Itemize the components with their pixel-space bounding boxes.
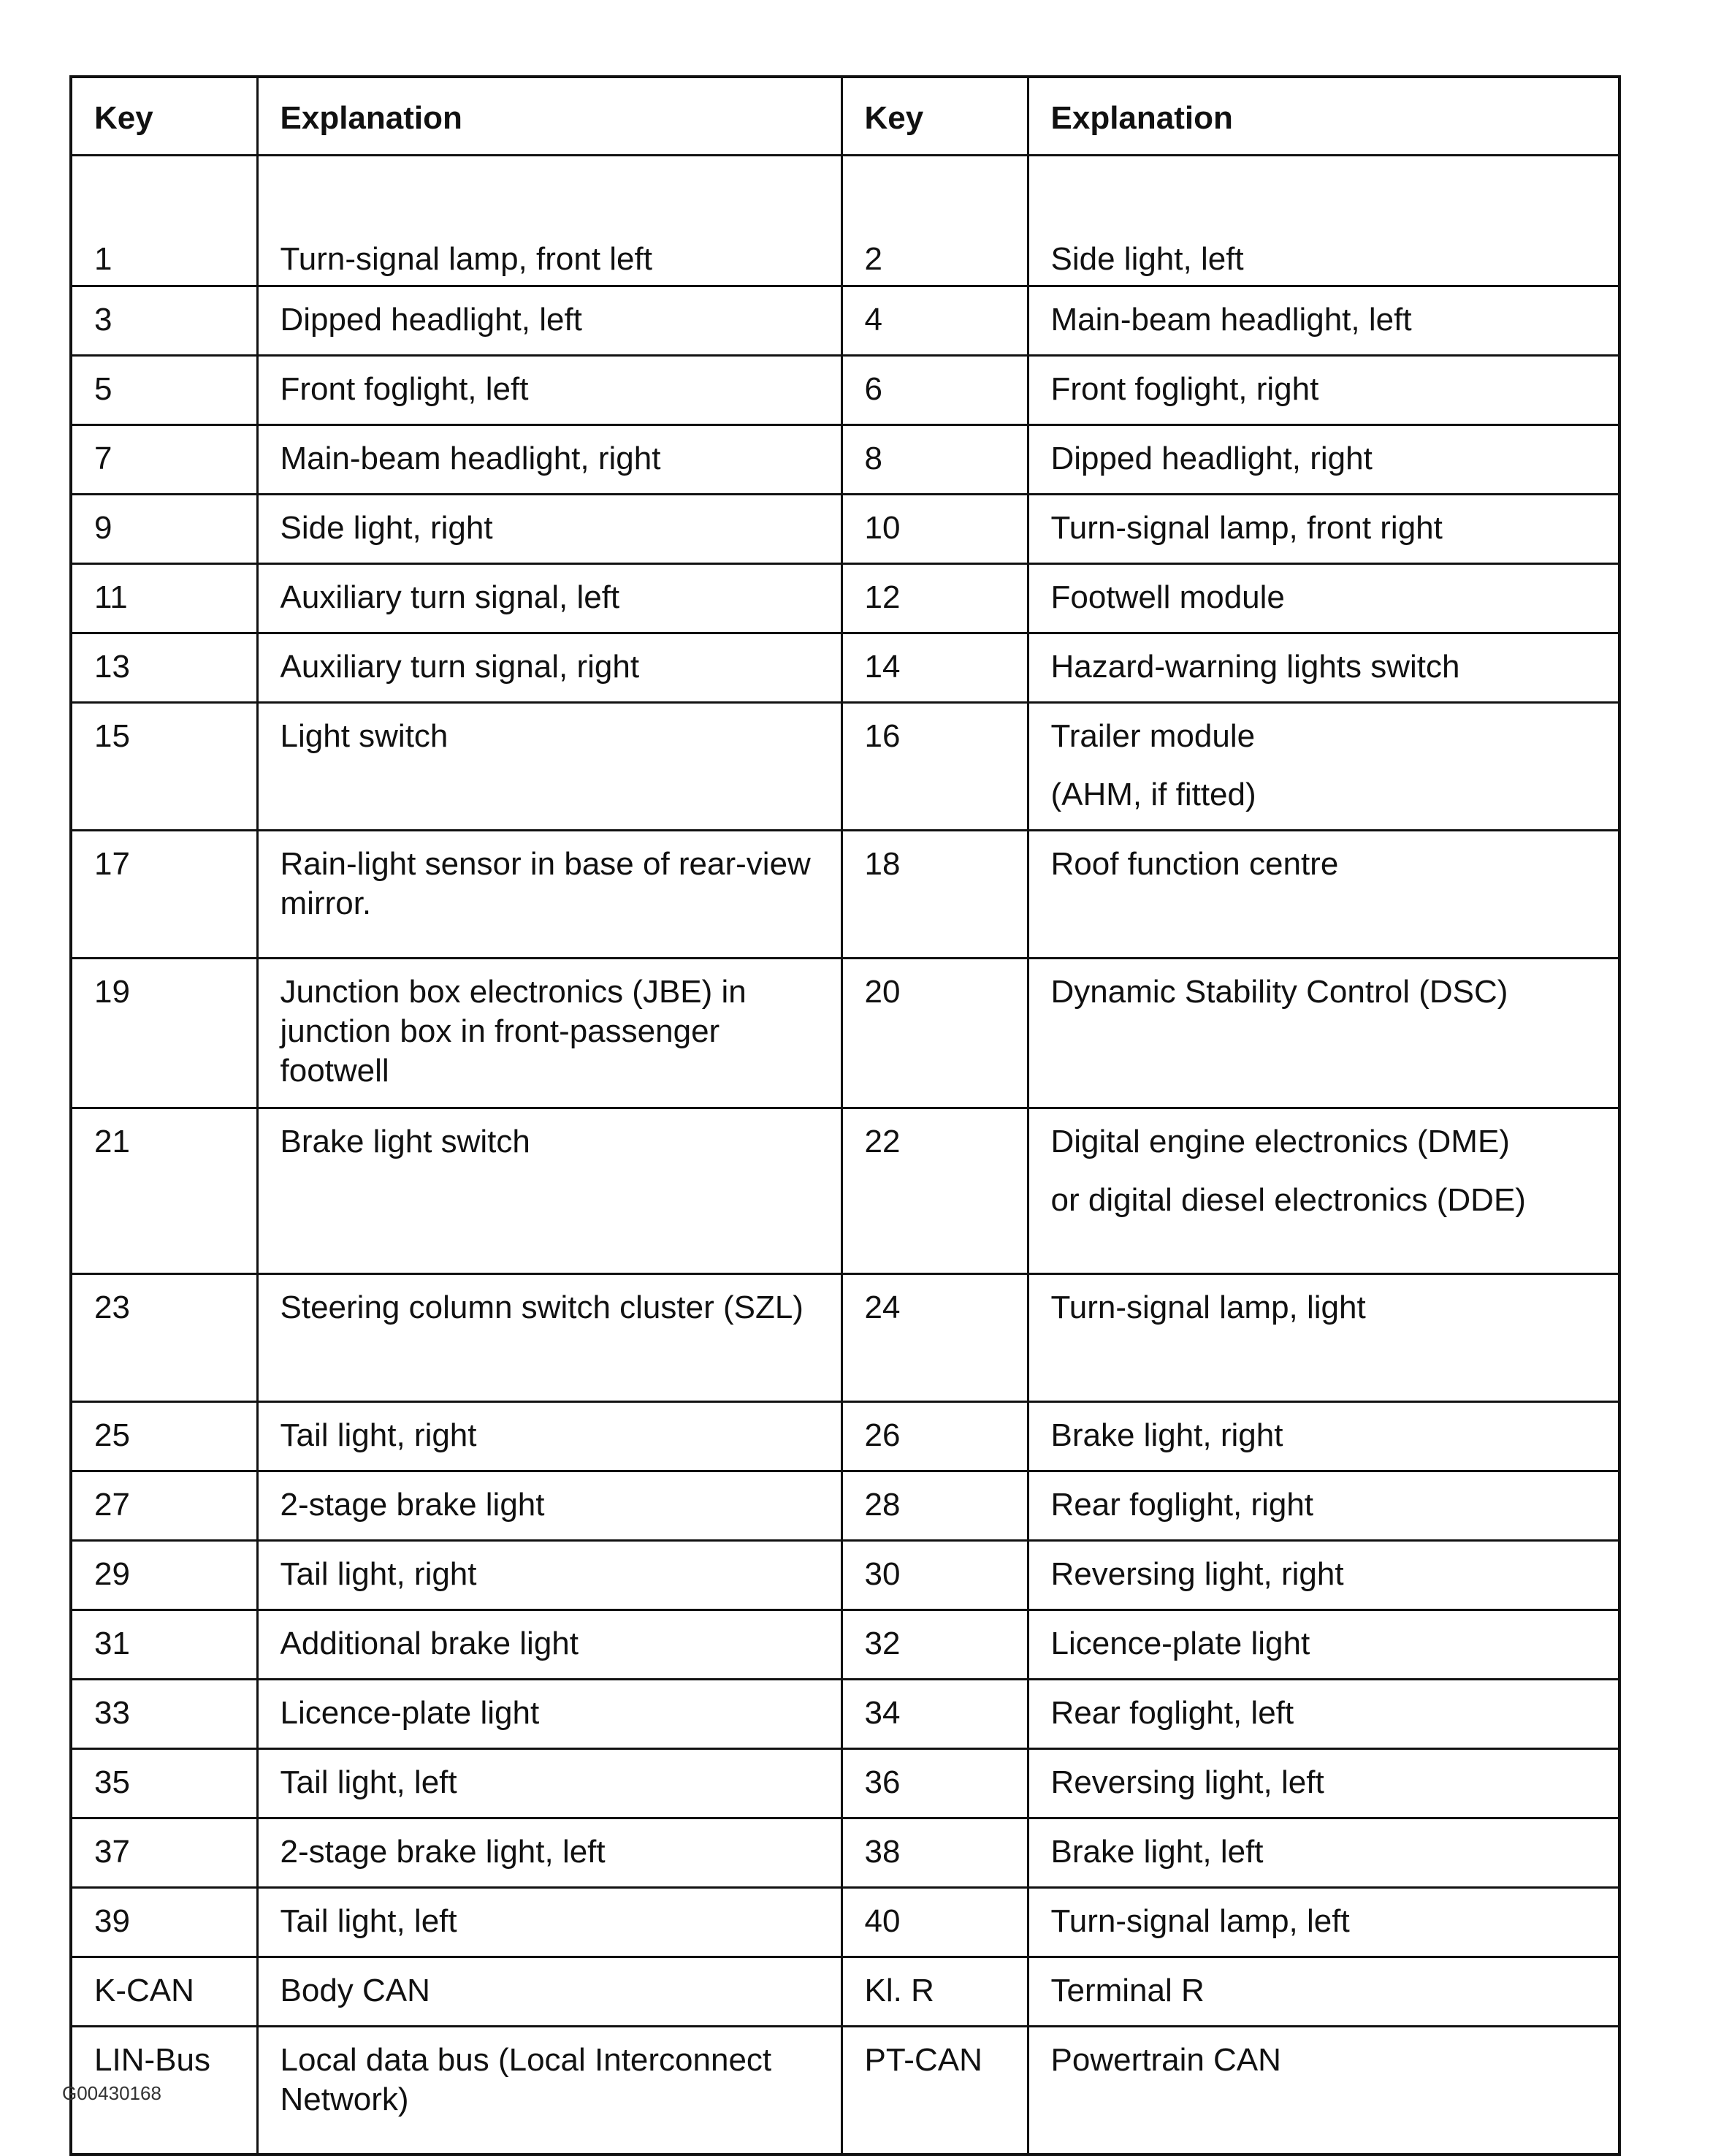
key-cell (71, 1402, 257, 1471)
explanation-cell-text: Tail light, right (280, 1417, 477, 1453)
explanation-cell (257, 425, 841, 495)
explanation-cell-text: Powertrain CAN (1050, 2042, 1281, 2078)
explanation-cell-text: Rain-light sensor in base of rear-view mirror. (280, 846, 811, 921)
header-explanation-left: Explanation (257, 77, 841, 156)
explanation-cell (1028, 1402, 1619, 1471)
explanation-cell (1028, 1957, 1619, 2027)
explanation-cell (257, 1541, 841, 1610)
explanation-cell (1028, 495, 1619, 564)
table-row (71, 1541, 1619, 1610)
explanation-cell (257, 564, 841, 633)
key-cell (841, 1274, 1028, 1402)
explanation-cell-text-line2: (AHM, if fitted) (1050, 777, 1256, 812)
key-cell-text: 30 (864, 1556, 901, 1592)
key-cell (841, 156, 1028, 286)
key-cell (71, 425, 257, 495)
key-cell-text: 12 (864, 579, 901, 615)
explanation-cell (257, 495, 841, 564)
key-cell-text: 1 (94, 241, 112, 277)
key-cell-text: 4 (864, 302, 882, 338)
key-cell-text: 2 (864, 241, 882, 277)
explanation-cell (257, 831, 841, 959)
table-row (71, 286, 1619, 356)
explanation-cell-text: Turn-signal lamp, front right (1050, 510, 1443, 546)
key-cell-text: PT-CAN (864, 2042, 982, 2078)
explanation-cell (257, 156, 841, 286)
key-cell-text: 11 (94, 579, 128, 615)
key-cell (841, 959, 1028, 1108)
explanation-cell-text: Dipped headlight, left (280, 302, 582, 338)
explanation-cell (257, 1818, 841, 1888)
explanation-cell (1028, 1108, 1619, 1274)
key-cell (71, 1541, 257, 1610)
key-cell (841, 356, 1028, 425)
explanation-cell-text: Tail light, left (280, 1764, 457, 1800)
explanation-cell (1028, 703, 1619, 831)
table-row (71, 1888, 1619, 1957)
key-cell (841, 633, 1028, 703)
explanation-cell (257, 959, 841, 1108)
key-cell (71, 156, 257, 286)
explanation-cell-text: Footwell module (1050, 579, 1285, 615)
explanation-cell-text: Front foglight, left (280, 371, 529, 407)
header-key-right: Key (841, 77, 1028, 156)
explanation-cell (257, 1888, 841, 1957)
explanation-cell (1028, 1818, 1619, 1888)
key-cell (71, 831, 257, 959)
key-cell (841, 425, 1028, 495)
explanation-cell-text: Brake light, left (1050, 1834, 1264, 1870)
key-cell-text: 25 (94, 1417, 130, 1453)
explanation-cell (257, 1749, 841, 1818)
key-cell (841, 2027, 1028, 2155)
table-row (71, 564, 1619, 633)
explanation-cell-text: Licence-plate light (1050, 1626, 1310, 1661)
key-cell-text: 3 (94, 302, 112, 338)
table-row (71, 633, 1619, 703)
explanation-cell (1028, 1888, 1619, 1957)
key-cell-text: 40 (864, 1903, 901, 1939)
header-explanation-right: Explanation (1028, 77, 1619, 156)
table-row (71, 495, 1619, 564)
explanation-cell-text: Side light, right (280, 510, 493, 546)
key-cell (71, 1610, 257, 1680)
explanation-cell-text: Licence-plate light (280, 1695, 540, 1731)
key-cell-text: 24 (864, 1290, 901, 1325)
key-cell (841, 1680, 1028, 1749)
key-cell-text: LIN-Bus (94, 2042, 210, 2078)
header-key-left: Key (71, 77, 257, 156)
explanation-cell (257, 1274, 841, 1402)
key-cell (71, 633, 257, 703)
table-row (71, 1471, 1619, 1541)
explanation-cell-text: Main-beam headlight, right (280, 441, 661, 476)
key-cell-text: 22 (864, 1124, 901, 1159)
key-cell-text: Kl. R (864, 1973, 934, 2008)
key-cell (841, 1108, 1028, 1274)
explanation-cell (257, 1957, 841, 2027)
key-cell (71, 286, 257, 356)
table-row (71, 1610, 1619, 1680)
key-cell-text: 36 (864, 1764, 901, 1800)
table-row (71, 1108, 1619, 1274)
legend-body (71, 156, 1619, 2155)
explanation-cell-text: Auxiliary turn signal, right (280, 649, 640, 685)
key-cell-text: 21 (94, 1124, 130, 1159)
explanation-cell (257, 1402, 841, 1471)
explanation-cell (257, 1680, 841, 1749)
explanation-cell (257, 1610, 841, 1680)
key-cell-text: 39 (94, 1903, 130, 1939)
key-cell-text: 19 (94, 974, 130, 1010)
key-cell (841, 831, 1028, 959)
key-cell-text: 26 (864, 1417, 901, 1453)
explanation-cell-text: Brake light switch (280, 1124, 530, 1159)
explanation-cell-text: Roof function centre (1050, 846, 1339, 882)
header-row (71, 77, 1619, 156)
key-cell (71, 1108, 257, 1274)
key-cell-text: 16 (864, 718, 901, 754)
key-cell (841, 564, 1028, 633)
key-cell (71, 1749, 257, 1818)
legend-table (69, 75, 1621, 2156)
table-row (71, 1818, 1619, 1888)
explanation-cell-text: Front foglight, right (1050, 371, 1319, 407)
key-cell (841, 703, 1028, 831)
key-cell (71, 564, 257, 633)
explanation-cell-text: Reversing light, right (1050, 1556, 1344, 1592)
explanation-cell (257, 1471, 841, 1541)
table-row (71, 356, 1619, 425)
table-row (71, 831, 1619, 959)
explanation-cell-text: Main-beam headlight, left (1050, 302, 1412, 338)
key-cell (71, 1888, 257, 1957)
key-cell (841, 495, 1028, 564)
explanation-cell (1028, 633, 1619, 703)
explanation-cell (1028, 1610, 1619, 1680)
key-cell-text: 15 (94, 718, 130, 754)
explanation-cell-text: Turn-signal lamp, left (1050, 1903, 1350, 1939)
key-cell (71, 495, 257, 564)
explanation-cell (257, 356, 841, 425)
explanation-cell-text: Turn-signal lamp, front left (280, 241, 652, 277)
key-cell-text: 34 (864, 1695, 901, 1731)
key-cell (71, 1471, 257, 1541)
explanation-cell-text: Body CAN (280, 1973, 430, 2008)
explanation-cell (1028, 425, 1619, 495)
explanation-cell-text: Auxiliary turn signal, left (280, 579, 620, 615)
key-cell-text: 18 (864, 846, 901, 882)
explanation-cell-text: Local data bus (Local Interconnect Network) (280, 2042, 772, 2117)
explanation-cell (257, 1108, 841, 1274)
explanation-cell-text: Rear foglight, right (1050, 1487, 1314, 1523)
key-cell-text: 38 (864, 1834, 901, 1870)
key-cell (71, 703, 257, 831)
table-row (71, 425, 1619, 495)
key-cell-text: 5 (94, 371, 112, 407)
explanation-cell (257, 286, 841, 356)
table-row (71, 2027, 1619, 2155)
key-cell (841, 1749, 1028, 1818)
key-cell-text: 17 (94, 846, 130, 882)
explanation-cell (257, 703, 841, 831)
key-cell (71, 959, 257, 1108)
explanation-cell-text: Hazard-warning lights switch (1050, 649, 1460, 685)
explanation-cell-text: Additional brake light (280, 1626, 579, 1661)
figure-code: G00430168 (62, 2082, 161, 2104)
explanation-cell (257, 633, 841, 703)
key-cell-text: 27 (94, 1487, 130, 1523)
explanation-cell (1028, 1471, 1619, 1541)
key-cell (841, 1957, 1028, 2027)
explanation-cell-text: 2-stage brake light (280, 1487, 545, 1523)
explanation-cell (1028, 1680, 1619, 1749)
key-cell-text: 8 (864, 441, 882, 476)
explanation-cell-text: Dynamic Stability Control (DSC) (1050, 974, 1508, 1010)
key-cell (71, 356, 257, 425)
explanation-cell-text: Terminal R (1050, 1973, 1205, 2008)
key-cell-text: 7 (94, 441, 112, 476)
explanation-cell-text: Rear foglight, left (1050, 1695, 1294, 1731)
explanation-cell (1028, 831, 1619, 959)
table-row (71, 1274, 1619, 1402)
key-cell-text: 29 (94, 1556, 130, 1592)
explanation-cell (1028, 2027, 1619, 2155)
explanation-cell-text: Side light, left (1050, 241, 1244, 277)
table-row (71, 959, 1619, 1108)
explanation-cell-text: Reversing light, left (1050, 1764, 1324, 1800)
key-cell-text: 20 (864, 974, 901, 1010)
key-cell-text: 14 (864, 649, 901, 685)
key-cell-text: 35 (94, 1764, 130, 1800)
table-row (71, 1957, 1619, 2027)
explanation-cell-text: Turn-signal lamp, light (1050, 1290, 1366, 1325)
key-cell (841, 1471, 1028, 1541)
key-cell-text: 31 (94, 1626, 130, 1661)
table-row (71, 1680, 1619, 1749)
explanation-cell-text: Steering column switch cluster (SZL) (280, 1290, 804, 1325)
key-cell (841, 1888, 1028, 1957)
key-cell-text: 9 (94, 510, 112, 546)
explanation-cell-text-line2: or digital diesel electronics (DDE) (1050, 1182, 1526, 1218)
explanation-cell (1028, 1274, 1619, 1402)
key-cell (841, 1402, 1028, 1471)
explanation-cell-text: Brake light, right (1050, 1417, 1283, 1453)
key-cell-text: 28 (864, 1487, 901, 1523)
key-cell (71, 1957, 257, 2027)
key-cell (71, 1818, 257, 1888)
explanation-cell-text: Trailer module (1050, 718, 1256, 754)
explanation-cell (1028, 356, 1619, 425)
explanation-cell-text: Tail light, left (280, 1903, 457, 1939)
key-cell (841, 1610, 1028, 1680)
explanation-cell-text: Tail light, right (280, 1556, 477, 1592)
explanation-cell (1028, 286, 1619, 356)
explanation-cell-text: Digital engine electronics (DME) (1050, 1124, 1510, 1159)
key-cell-text: K-CAN (94, 1973, 194, 2008)
key-cell (841, 1541, 1028, 1610)
explanation-cell (1028, 564, 1619, 633)
explanation-cell-text: Dipped headlight, right (1050, 441, 1373, 476)
explanation-cell-text: Light switch (280, 718, 449, 754)
key-cell-text: 23 (94, 1290, 130, 1325)
key-cell (841, 1818, 1028, 1888)
explanation-cell (1028, 959, 1619, 1108)
key-cell-text: 32 (864, 1626, 901, 1661)
explanation-cell-text: 2-stage brake light, left (280, 1834, 606, 1870)
key-cell (841, 286, 1028, 356)
table-row (71, 703, 1619, 831)
explanation-cell (1028, 1749, 1619, 1818)
key-cell-text: 6 (864, 371, 882, 407)
key-cell-text: 10 (864, 510, 901, 546)
explanation-cell (1028, 156, 1619, 286)
explanation-cell (257, 2027, 841, 2155)
explanation-cell-text: Junction box electronics (JBE) in junction box in front-passenger footwell (280, 974, 747, 1089)
table-row (71, 156, 1619, 286)
key-cell (71, 1680, 257, 1749)
key-cell-text: 37 (94, 1834, 130, 1870)
explanation-cell (1028, 1541, 1619, 1610)
key-cell-text: 13 (94, 649, 130, 685)
key-cell (71, 1274, 257, 1402)
key-cell-text: 33 (94, 1695, 130, 1731)
table-row (71, 1402, 1619, 1471)
table-row (71, 1749, 1619, 1818)
